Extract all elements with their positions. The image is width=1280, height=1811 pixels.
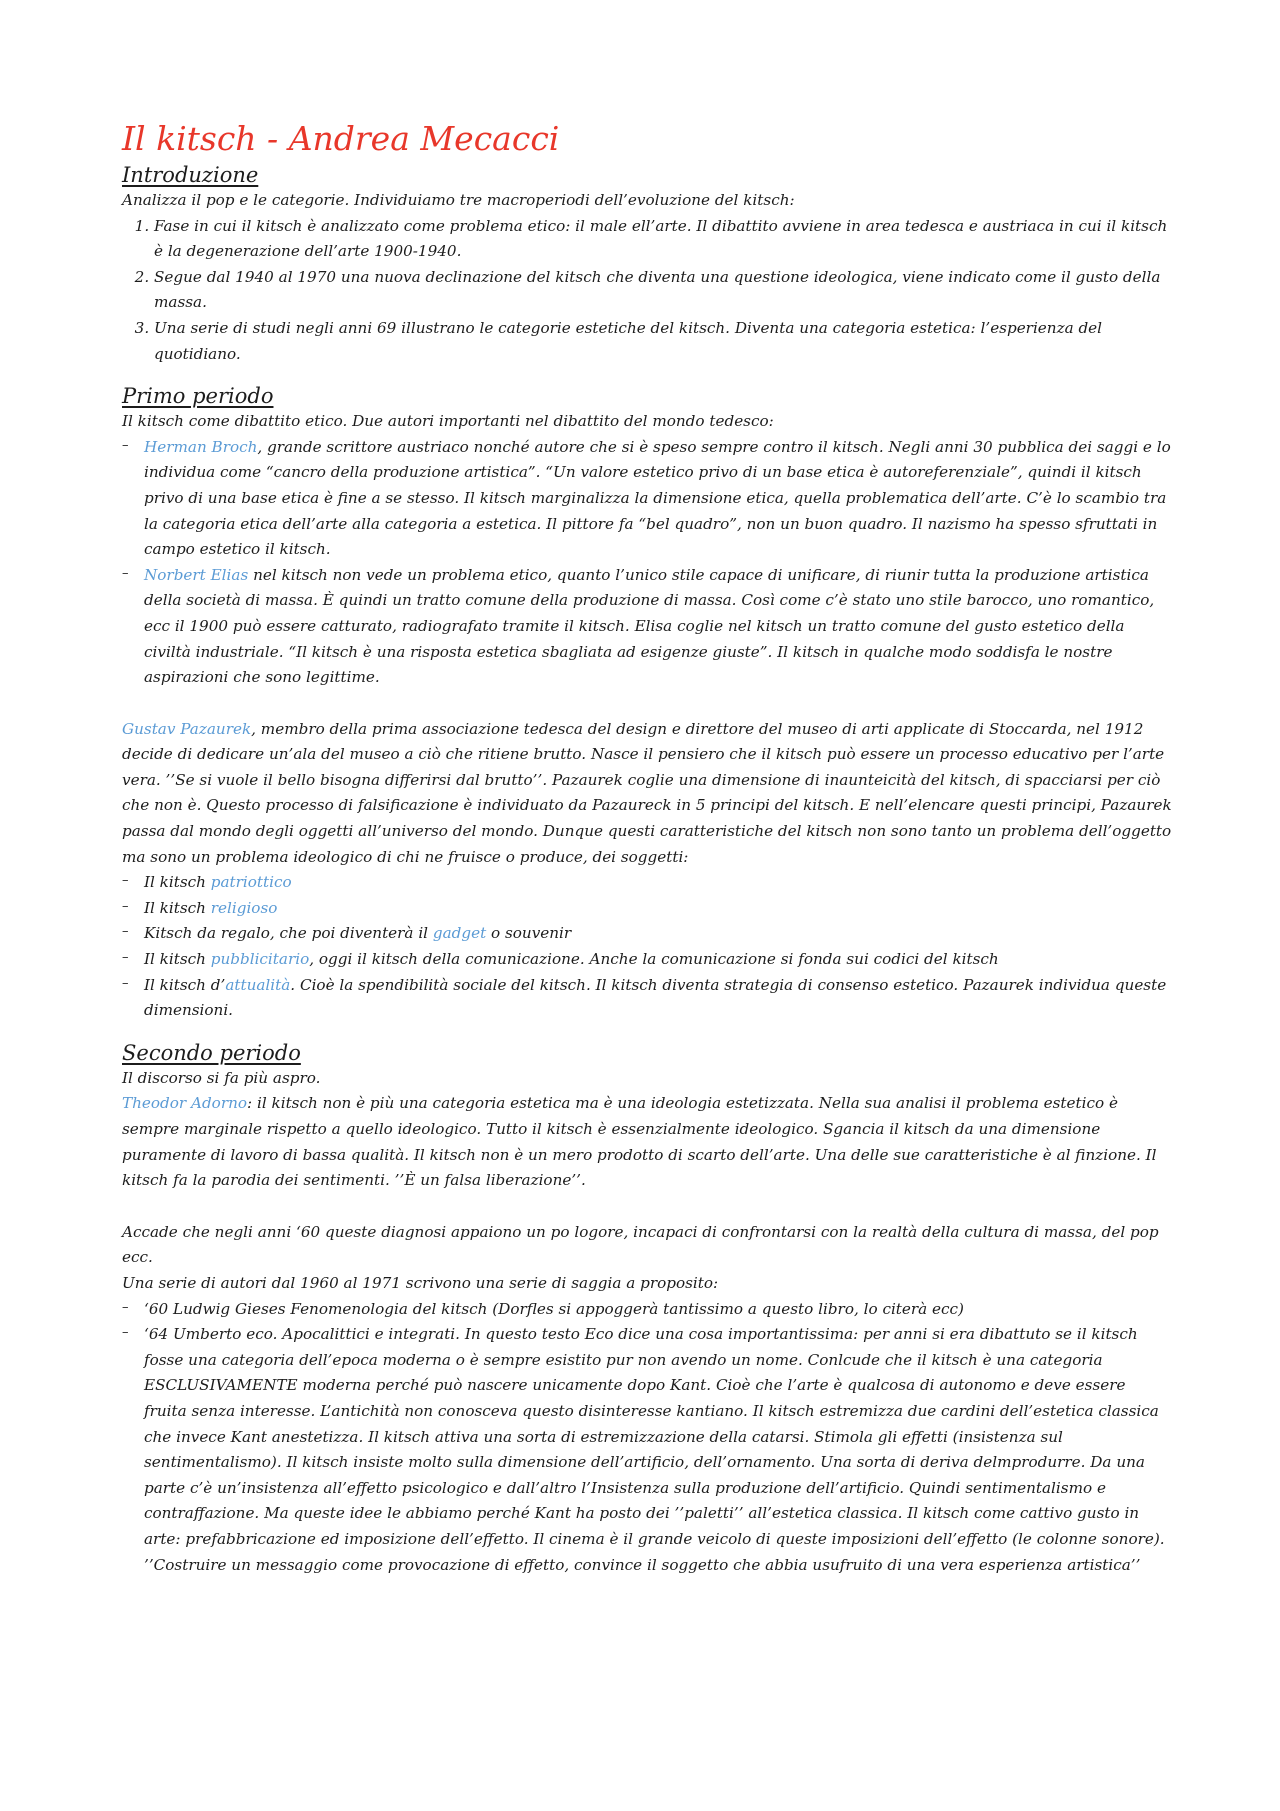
highlight-term: religioso [210,898,278,917]
broch-text: , grande scrittore austriaco nonché autore che si è speso sempre contro il kitsch. Negli anni 30 pubblica dei saggi e lo individua come “cancro della produzione artistica”. “Un valore estetico privo di un base etica è autoreferenziale”, quindi il kitsch privo di una base etica è fine a se stesso. Il kitsch marginalizza la dimensione etica, quella problematica dell’arte. C’è lo scambio tra la categoria etica dell’arte alla categoria a estetica. Il pittore fa “bel quadro”, non un buon quadro. Il nazismo ha spesso sfruttati in campo estetico il kitsch. [144,437,1171,559]
author-name-pazaurek: Gustav Pazaurek [122,719,252,738]
list-item [144,896,1172,922]
intro-list [122,214,1172,368]
item-text: o souvenir [486,924,572,943]
highlight-term: patriottico [210,873,292,892]
list-item: 2. Segue dal 1940 al 1970 una nuova declinazione del kitsch che diventa una questione ideologica, viene indicato come il gusto della massa. [154,265,1172,316]
saggi-list [122,1297,1172,1579]
list-item: – ‘64 Umberto eco. Apocalittici e integrati. In questo testo Eco dice una cosa importantissima: per anni si era dibattuto se il kitsch fosse una categoria dell’epoca moderna o è sempre esistito pur non avendo un nome. Conlcude che il kitsch è una categoria ESCLUSIVAMENTE moderna perché può nascere unicamente dopo Kant. Cioè che l’arte è qualcosa di autonomo e deve essere fruita senza interesse. L’antichità non conosceva questo disinteresse kantiano. Il kitsch estremizza due cardini dell’estetica classica che invece Kant anestetizza. Il kitsch attiva una sorta di estremizzazione della catarsi. Stimola gli effetti (insistenza sul sentimentalismo). Il kitsch insiste molto sulla dimensione dell’artificio, dell’ornamento. Una sorta di deriva delmprodurre. Da una parte c’è un’insistenza all’effetto psicologico e dall’altro l’Insistenza sulla produzione dell’artificio. Quindi sentimentalismo e contraffazione. Ma queste idee le abbiamo perché Kant ha posto dei ’’paletti’’ all’estetica classica. Il kitsch come cattivo gusto in arte: prefabbricazione ed imposizione dell’effetto. Il cinema è il grande veicolo di queste imposizioni dell’effetto (le colonne sonore). ’’Costruire un messaggio come provocazione di effetto, convince il soggetto che abbia usufruito di una vera esperienza artistica’’ [144,1322,1172,1578]
item-text: Il kitsch [144,950,211,969]
list-item [144,435,1172,563]
highlight-term: pubblicitario [210,950,310,969]
item-text: Kitsch da regalo, che poi diventerà il [144,924,433,943]
item-text: Il kitsch [144,873,211,892]
highlight-term: gadget [432,924,487,943]
section-heading-introduzione: Introduzione [122,163,259,187]
author-name-broch: Herman Broch [144,437,258,456]
item-text: Il kitsch d’ [144,975,226,994]
item-text: Il kitsch [144,898,211,917]
list-item: – ‘60 Ludwig Gieses Fenomenologia del kitsch (Dorfles si appoggerà tantissimo a questo libro, lo citerà ecc) [144,1297,1172,1323]
serie-autori-paragraph: Una serie di autori dal 1960 al 1971 scrivono una serie di saggia a proposito: [122,1273,719,1292]
adorno-paragraph [122,1091,1172,1193]
list-item [144,973,1172,1024]
authors-list [122,435,1172,691]
list-item: 1. Fase in cui il kitsch è analizzato come problema etico: il male ell’arte. Il dibattito avviene in area tedesca e austriaca in cui il kitsch è la degenerazione dell’arte 1900-1940. [154,214,1172,265]
adorno-text: : il kitsch non è più una categoria estetica ma è una ideologia estetizzata. Nella sua analisi il problema estetico è sempre marginale rispetto a quello ideologico. Tutto il kitsch è essenzialmente ideologico. Sgancia il kitsch da una dimensione puramente di lavoro di bassa qualità. Il kitsch non è un mero prodotto di scarto dell’arte. Una delle sue caratteristiche è al finzione. Il kitsch fa la parodia dei sentimenti. ’’È un falsa liberazione’’. [122,1094,1157,1190]
list-item [144,870,1172,896]
list-item [144,947,1172,973]
list-item: 3. Una serie di studi negli anni 69 illustrano le categorie estetiche del kitsch. Diventa una categoria estetica: l’esperienza del quotidiano. [154,316,1172,367]
list-item [144,563,1172,691]
document-title: Il kitsch - Andrea Mecacci [122,119,560,158]
intro-lead: Analizza il pop e le categorie. Individuiamo tre macroperiodi dell’evoluzione del kitsch: [122,191,795,209]
secondo-lead: Il discorso si fa più aspro. [122,1068,321,1087]
primo-lead: Il kitsch come dibattito etico. Due autori importanti nel dibattito del mondo tedesco: [122,412,774,431]
elias-text: nel kitsch non vede un problema etico, quanto l’unico stile capace di unificare, di riunir tutta la produzione artistica della società di massa. È quindi un tratto comune della produzione di massa. Così come c’è stato uno stile barocco, uno romantico, ecc il 1900 può essere catturato, radiografato tramite il kitsch. Elisa coglie nel kitsch un tratto comune del gusto estetico della civiltà industriale. “Il kitsch è una risposta estetica sbagliata ad esigenze giuste”. Il kitsch in qualche modo soddisfa le nostre aspirazioni che sono legittime. [144,565,1155,687]
author-name-adorno: Theodor Adorno [122,1094,248,1113]
section-heading-secondo-periodo: Secondo periodo [122,1040,301,1065]
list-item [144,921,1172,947]
kitsch-principles-list [122,870,1172,1024]
anni-60-paragraph: Accade che negli anni ‘60 queste diagnosi appaiono un po logore, incapaci di confrontarsi con la realtà della cultura di massa, del pop ecc. [122,1222,1159,1267]
pazaurek-paragraph [122,717,1172,871]
section-heading-primo-periodo: Primo periodo [122,384,274,409]
author-name-elias: Norbert Elias [144,565,249,584]
item-text: , oggi il kitsch della comunicazione. Anche la comunicazione si fonda sui codici del kitsch [309,950,999,969]
document-page [122,118,1172,1578]
item-text: . Cioè la spendibilità sociale del kitsch. Il kitsch diventa strategia di consenso estetico. Pazaurek individua queste dimensioni. [144,975,1167,1020]
pazaurek-text: , membro della prima associazione tedesca del design e direttore del museo di arti applicate di Stoccarda, nel 1912 decide di dedicare un’ala del museo a ciò che ritiene brutto. Nasce il pensiero che il kitsch può essere un processo educativo per l’arte vera. ’’Se si vuole il bello bisogna differirsi dal brutto’’. Pazaurek coglie una dimensione di inaunteicità del kitsch, di spacciarsi per ciò che non è. Questo processo di falsificazione è individuato da Pazaureck in 5 principi del kitsch. E nell’elencare questi principi, Pazaurek passa dal mondo degli oggetti all’universo del mondo. Dunque questi caratteristiche del kitsch non sono tanto un problema dell’oggetto ma sono un problema ideologico di chi ne fruisce o produce, dei soggetti: [122,719,1172,866]
highlight-term: attualità [225,975,291,994]
